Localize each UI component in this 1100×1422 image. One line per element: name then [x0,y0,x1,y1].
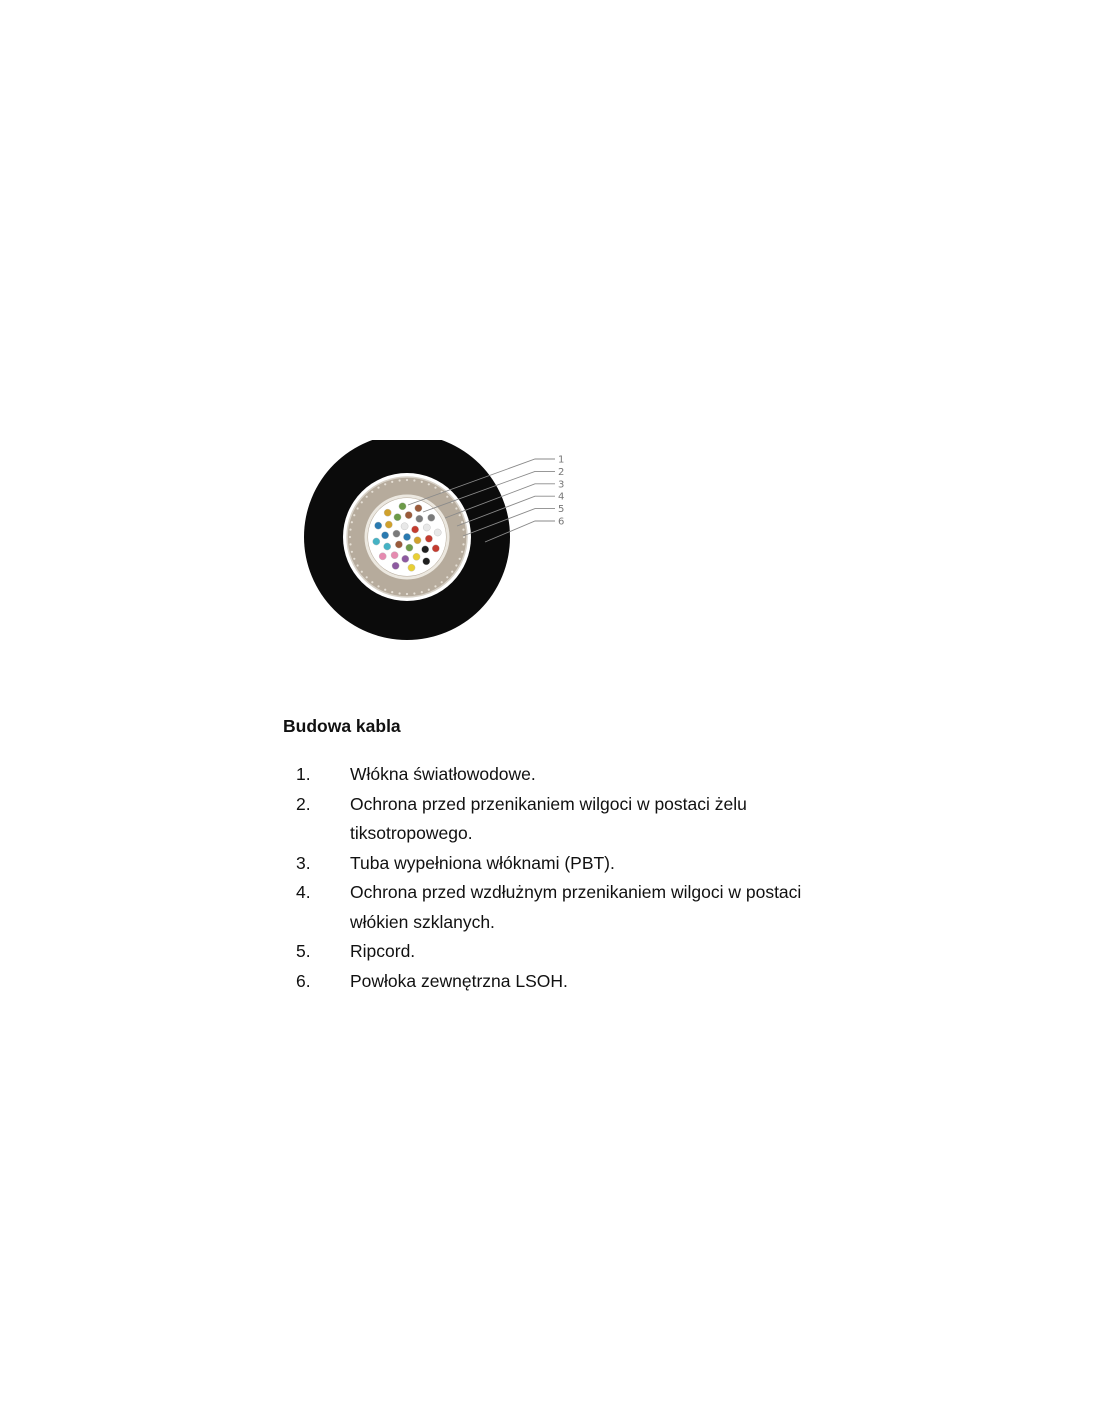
list-item-text: Powłoka zewnętrzna LSOH. [350,970,568,991]
armor-strand [413,592,415,594]
optical-fiber [401,523,408,530]
cable-structure-list [296,760,916,996]
list-item [296,790,916,849]
armor-strand [361,501,363,503]
optical-fiber [403,533,410,540]
optical-fiber [379,553,386,560]
list-item-number: 1. [296,764,311,784]
armor-strand [349,543,351,545]
armor-strand [349,536,351,538]
cable-cross-section-diagram [295,440,585,650]
armor-strand [399,592,401,594]
optical-fiber [391,552,398,559]
armor-strand [371,581,373,583]
section-title: Budowa kabla [283,716,401,736]
armor-strand [361,571,363,573]
armor-strand [441,581,443,583]
optical-fiber [406,544,413,551]
callout-numbers [558,455,564,528]
armor-strand [428,483,430,485]
optical-fiber [384,543,391,550]
optical-fiber [434,529,441,536]
list-item-text: Włókna światłowodowe. [350,764,536,784]
optical-fiber [394,514,401,521]
armor-strand [384,483,386,485]
armor-strand [377,585,379,587]
optical-fiber [412,526,419,533]
optical-fiber [382,532,389,539]
armor-strand [446,496,448,498]
optical-fiber [393,530,400,537]
list-item-number: 5. [296,941,311,961]
armor-strand [461,521,463,523]
armor-strand [399,479,401,481]
armor-strand [377,487,379,489]
optical-fiber [415,505,422,512]
armor-strand [421,591,423,593]
optical-fiber [423,558,430,565]
armor-strand [406,479,408,481]
optical-fiber [413,553,420,560]
armor-strand [428,589,430,591]
armor-strand [357,564,359,566]
list-item-text: Ochrona przed wzdłużnym przenikaniem wilgoci w postaci włókien szklanych. [350,882,802,932]
armor-strand [413,479,415,481]
list-item [296,937,916,967]
armor-strand [406,593,408,595]
cable-cross-section-svg [295,440,585,650]
optical-fiber [425,535,432,542]
armor-strand [451,571,453,573]
armor-strand [462,529,464,531]
callout-number: 4 [558,491,565,503]
callout-number: 5 [558,504,565,516]
optical-fiber [395,541,402,548]
armor-strand [455,564,457,566]
armor-strand [391,591,393,593]
armor-strand [349,529,351,531]
optical-fiber [423,524,430,531]
optical-fiber [375,522,382,529]
armor-strand [351,551,353,553]
armor-strand [366,496,368,498]
list-item-number: 4. [296,882,311,902]
list-item-number: 3. [296,852,311,873]
armor-strand [461,551,463,553]
armor-strand [353,558,355,560]
list-item [296,878,916,937]
optical-fiber [392,562,399,569]
callout-number: 6 [558,516,565,528]
optical-fiber [422,546,429,553]
armor-strand [353,514,355,516]
optical-fiber [405,512,412,519]
armor-strand [446,576,448,578]
list-item-number: 6. [296,970,311,991]
armor-strand [459,558,461,560]
list-item [296,967,916,997]
armor-strand [459,514,461,516]
optical-fiber [385,521,392,528]
callout-number: 2 [558,466,565,478]
armor-strand [462,543,464,545]
list-item [296,849,916,879]
list-item-number: 2. [296,793,311,814]
armor-strand [455,507,457,509]
optical-fiber [414,537,421,544]
optical-fiber [408,564,415,571]
armor-strand [371,491,373,493]
optical-fiber [384,509,391,516]
optical-fiber [432,545,439,552]
armor-strand [384,589,386,591]
list-item [296,760,916,790]
list-item-text: Ripcord. [350,941,416,961]
list-item-text: Ochrona przed przenikaniem wilgoci w postaci żelu tiksotropowego. [350,793,747,843]
armor-strand [434,487,436,489]
optical-fiber [416,515,423,522]
optical-fiber [399,503,406,510]
armor-strand [366,576,368,578]
armor-strand [351,521,353,523]
armor-strand [357,507,359,509]
callout-number: 3 [558,479,565,491]
armor-strand [391,481,393,483]
optical-fiber [373,538,380,545]
armor-strand [434,585,436,587]
optical-fiber [402,555,409,562]
armor-strand [421,481,423,483]
optical-fiber [428,514,435,521]
callout-number: 1 [558,454,565,466]
list-item-text: Tuba wypełniona włóknami (PBT). [350,852,615,873]
